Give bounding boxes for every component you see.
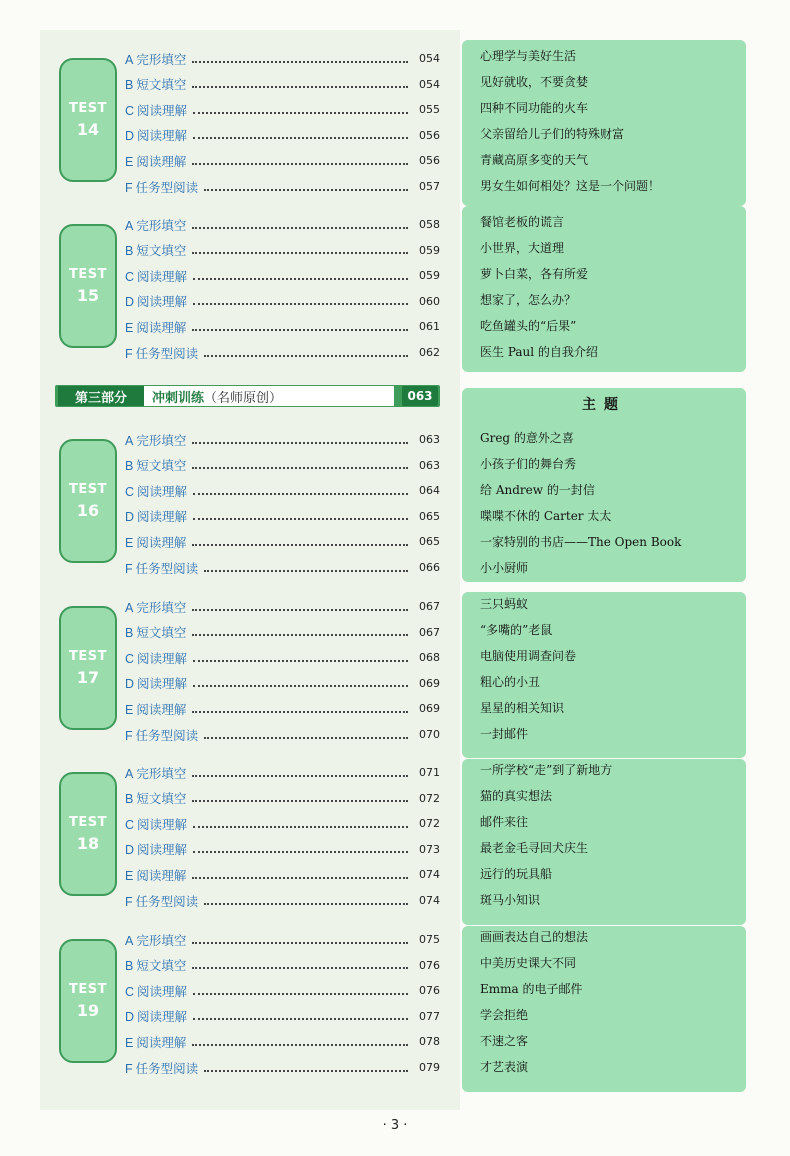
toc-row[interactable] [125,862,440,887]
toc-row[interactable] [125,314,440,339]
dot-leader [193,512,408,520]
dot-leader [192,157,408,165]
test-tab-label: TEST [69,982,107,997]
dot-leader [192,323,408,331]
test-tab-label: TEST [69,482,107,497]
toc-row-label [125,674,187,692]
topic-item: 小孩子们的舞台秀 [480,457,577,471]
toc-row-label [125,1059,198,1077]
toc-row-label [125,50,186,68]
toc-row-label [125,75,186,93]
toc-row[interactable] [125,340,440,365]
toc-row[interactable] [125,620,440,645]
toc-row-name: 完形填空 [136,765,187,781]
topic-item: 四种不同功能的火车 [480,101,589,115]
test-tab-label: TEST [69,815,107,830]
topic-item: 电脑使用调查问卷 [480,649,577,663]
toc-row[interactable] [125,1029,440,1054]
toc-row-page: 062 [419,346,440,359]
dot-leader [192,1038,408,1046]
toc-row-label [125,892,198,910]
topic-item: 青藏高原多变的天气 [480,153,589,167]
topic-item: 粗心的小丑 [480,675,541,689]
page-number: · 3 · [382,1118,408,1133]
topic-item: 猫的真实想法 [480,789,553,803]
toc-row-name: 任务型阅读 [135,560,199,576]
test-tab-label: TEST [69,101,107,116]
toc-row-name: 短文填空 [136,958,187,974]
toc-row-letter: E [125,702,134,717]
test-tab-label: TEST [69,267,107,282]
dot-leader [192,538,408,546]
toc-row-label [125,789,186,807]
toc-row-page: 055 [419,103,440,117]
toc-row-label [125,1033,186,1051]
toc-row-page: 067 [419,625,440,639]
toc-row-name: 短文填空 [136,625,187,641]
dot-leader [192,436,408,444]
dot-leader [192,961,408,969]
toc-row-name: 完形填空 [136,932,187,948]
topic-item: 父亲留给儿子们的特殊财富 [480,127,625,141]
toc-row-name: 完形填空 [136,599,187,615]
toc-row-name: 阅读理解 [137,676,188,692]
topic-item: Emma 的电子邮件 [480,982,583,996]
toc-row-name: 阅读理解 [137,650,188,666]
topic-item: 医生 Paul 的自我介绍 [480,345,598,359]
toc-row-page: 064 [419,484,440,498]
dot-leader [192,871,408,879]
toc-row-name: 阅读理解 [137,294,188,310]
toc-row[interactable] [125,46,440,71]
dot-leader [192,705,408,713]
part-page-number: 063 [402,386,438,406]
toc-row-page: 054 [419,77,440,91]
dot-leader [193,1012,408,1020]
toc-row-label [125,456,186,474]
toc-row-letter: F [125,728,133,743]
test-tab-15[interactable] [59,224,117,348]
dot-leader [192,80,408,88]
toc-row-page: 054 [419,52,440,65]
toc-row-page: 079 [419,1061,440,1074]
toc-row[interactable] [125,645,440,670]
dot-leader [193,297,408,305]
toc-row-page: 074 [419,868,440,882]
toc-row-page: 057 [419,180,440,193]
dot-leader [193,845,408,853]
toc-row[interactable] [125,671,440,696]
topic-item: 想家了，怎么办？ [480,293,577,307]
dot-leader [204,897,408,905]
toc-row-page: 065 [419,535,440,549]
toc-row-letter: D [125,129,135,144]
toc-row-label [125,533,186,551]
toc-row[interactable] [125,760,440,785]
toc-row[interactable] [125,238,440,263]
topic-item: 斑马小知识 [480,893,541,907]
toc-row[interactable] [125,427,440,452]
part-subtitle [144,386,394,406]
part-subtitle-text: 冲刺训练 [152,390,205,406]
toc-row-page: 073 [419,842,440,856]
toc-row[interactable] [125,212,440,237]
test-tab-number: 19 [76,1001,100,1020]
toc-row-name: 阅读理解 [137,1009,188,1025]
topic-item: 给 Andrew 的一封信 [480,483,595,497]
toc-row-name: 完形填空 [136,217,187,233]
toc-row-page: 060 [419,294,440,308]
toc-row-letter: A [125,218,134,233]
toc-row-page: 071 [419,766,440,779]
toc-row-letter: A [125,933,134,948]
toc-row-letter: A [125,52,134,67]
test-tab-number: 17 [76,668,100,687]
toc-row-letter: D [125,510,135,525]
topic-item: 喋喋不休的 Carter 太太 [480,509,612,523]
toc-row-name: 阅读理解 [137,983,188,999]
dot-leader [204,1064,408,1072]
toc-row-letter: E [125,535,134,550]
toc-row-letter: C [125,269,135,284]
toc-row-letter: B [125,244,134,259]
toc-row-page: 065 [419,509,440,523]
toc-row-name: 阅读理解 [136,534,187,550]
dot-leader [204,349,408,357]
test-tab-14[interactable] [59,58,117,182]
toc-row-letter: F [125,346,133,361]
toc-row-name: 短文填空 [136,77,187,93]
topic-item: “多嘴的”老鼠 [480,623,553,637]
toc-row-label [125,931,186,949]
toc-row-name: 完形填空 [136,432,187,448]
toc-row-name: 任务型阅读 [135,1060,199,1076]
toc-row-label [125,982,187,1000]
dot-leader [193,272,408,280]
toc-row-letter: C [125,484,135,499]
toc-row-name: 任务型阅读 [135,345,199,361]
toc-row-letter: C [125,984,135,999]
toc-row-page: 058 [419,218,440,231]
topic-item: 三只蚂蚁 [480,597,529,611]
toc-row[interactable] [125,72,440,97]
toc-row-page: 077 [419,1009,440,1023]
toc-row-letter: B [125,626,134,641]
toc-row[interactable] [125,953,440,978]
toc-row-letter: F [125,561,133,576]
toc-row[interactable] [125,811,440,836]
toc-row-letter: A [125,600,134,615]
dot-leader [204,731,408,739]
toc-row-page: 059 [419,243,440,257]
topic-item: 一家特别的书店——The Open Book [480,535,682,549]
toc-row-label [125,700,186,718]
toc-row-page: 076 [419,958,440,972]
toc-row-page: 075 [419,933,440,946]
toc-row-letter: B [125,459,134,474]
test-tab-number: 16 [76,501,100,520]
toc-row-name: 完形填空 [136,51,187,67]
topic-item: 才艺表演 [480,1060,529,1074]
topic-item: 吃鱼罐头的“后果” [480,319,577,333]
topic-item: 餐馆老板的谎言 [480,215,565,229]
toc-row[interactable] [125,97,440,122]
toc-row-page: 068 [419,651,440,665]
toc-row-name: 任务型阅读 [135,727,199,743]
toc-row-name: 阅读理解 [137,509,188,525]
toc-row[interactable] [125,594,440,619]
toc-row[interactable] [125,1004,440,1029]
toc-row-letter: A [125,766,134,781]
dot-leader [192,936,408,944]
dot-leader [192,603,408,611]
toc-row[interactable] [125,978,440,1003]
toc-row-page: 072 [419,817,440,831]
topic-item: 星星的相关知识 [480,701,565,715]
toc-row[interactable] [125,174,440,199]
dot-leader [192,794,408,802]
dot-leader [193,654,408,662]
dot-leader [192,55,408,63]
toc-row[interactable] [125,529,440,554]
toc-row-label [125,815,187,833]
toc-row-name: 阅读理解 [136,1034,187,1050]
toc-row-name: 阅读理解 [137,483,188,499]
toc-row-label [125,956,186,974]
toc-row-name: 阅读理解 [137,842,188,858]
toc-row-letter: D [125,843,135,858]
dot-leader [192,246,408,254]
toc-row[interactable] [125,504,440,529]
dot-leader [192,461,408,469]
toc-row-page: 069 [419,702,440,716]
toc-row-label [125,241,186,259]
toc-row-letter: F [125,180,133,195]
part-subtitle-note: （名师原创） [204,390,283,406]
toc-row-name: 任务型阅读 [135,179,199,195]
dot-leader [204,183,408,191]
test-tab-17[interactable] [59,606,117,730]
toc-row-letter: F [125,1061,133,1076]
toc-row[interactable] [125,555,440,580]
toc-row-label [125,344,198,362]
toc-row[interactable] [125,1055,440,1080]
dot-leader [193,679,408,687]
toc-row-label [125,318,186,336]
toc-row-page: 056 [419,128,440,142]
toc-row[interactable] [125,888,440,913]
topic-item: 最老金毛寻回犬庆生 [480,841,589,855]
dot-leader [193,987,408,995]
toc-row-name: 阅读理解 [137,816,188,832]
toc-row-label [125,649,187,667]
toc-row[interactable] [125,696,440,721]
topic-item: 远行的玩具船 [480,867,553,881]
toc-row-letter: E [125,1035,134,1050]
toc-row-name: 短文填空 [136,243,187,259]
toc-row-letter: B [125,959,134,974]
topic-item: 见好就收，不要贪婪 [480,75,589,89]
toc-row-name: 短文填空 [136,791,187,807]
toc-row-label [125,559,198,577]
toc-row[interactable] [125,927,440,952]
toc-row-page: 063 [419,433,440,446]
toc-row[interactable] [125,786,440,811]
topics-header: 主题 [582,397,626,413]
topic-item: 学会拒绝 [480,1008,529,1022]
test-tab-16[interactable] [59,439,117,563]
toc-row-label [125,866,186,884]
dot-leader [192,628,408,636]
toc-row-letter: E [125,154,134,169]
test-tab-number: 14 [76,120,100,139]
toc-row-name: 阅读理解 [137,102,188,118]
toc-row-letter: D [125,1010,135,1025]
toc-row-page: 076 [419,984,440,998]
toc-row-page: 078 [419,1035,440,1049]
topic-item: 画画表达自己的想法 [480,930,589,944]
dot-leader [192,769,408,777]
toc-row-letter: D [125,295,135,310]
toc-row-name: 阅读理解 [136,319,187,335]
test-tab-18[interactable] [59,772,117,896]
toc-row-page: 063 [419,458,440,472]
toc-row-name: 短文填空 [136,458,187,474]
test-tab-label: TEST [69,649,107,664]
toc-row-label [125,840,187,858]
test-tab-number: 15 [76,286,100,305]
toc-row-label [125,507,187,525]
topic-item: 一所学校“走”到了新地方 [480,763,613,777]
topic-item: 邮件来往 [480,815,529,829]
toc-row-label [125,152,186,170]
dot-leader [192,221,408,229]
topic-item: 心理学与美好生活 [480,49,577,63]
toc-row-letter: F [125,894,133,909]
toc-row-letter: E [125,320,134,335]
toc-row-letter: B [125,792,134,807]
toc-row-label [125,623,186,641]
toc-row-name: 阅读理解 [136,153,187,169]
test-tab-19[interactable] [59,939,117,1063]
dot-leader [193,106,408,114]
toc-row-letter: C [125,103,135,118]
topic-item: 小世界，大道理 [480,241,565,255]
toc-row[interactable] [125,263,440,288]
toc-row-letter: A [125,433,134,448]
toc-row-label [125,482,187,500]
toc-row-page: 074 [419,894,440,907]
topic-item: 小小厨师 [480,561,529,575]
toc-row-label [125,764,186,782]
toc-row-label [125,431,186,449]
dot-leader [193,131,408,139]
toc-row[interactable] [125,478,440,503]
toc-row-letter: D [125,677,135,692]
toc-row-label [125,726,198,744]
topic-item: 一封邮件 [480,727,529,741]
toc-row[interactable] [125,289,440,314]
toc-row-letter: C [125,817,135,832]
toc-row-label [125,101,187,119]
toc-row-name: 阅读理解 [137,268,188,284]
toc-row-label [125,292,187,310]
toc-row[interactable] [125,148,440,173]
toc-row-page: 061 [419,320,440,334]
dot-leader [193,820,408,828]
toc-row-letter: C [125,651,135,666]
topic-item: 中美历史课大不同 [480,956,577,970]
toc-row-name: 任务型阅读 [135,893,199,909]
toc-row-name: 阅读理解 [136,867,187,883]
topic-item: Greg 的意外之喜 [480,431,574,445]
toc-row-label [125,598,186,616]
toc-row-page: 070 [419,728,440,741]
toc-row-page: 072 [419,791,440,805]
toc-row-page: 059 [419,269,440,283]
toc-row[interactable] [125,123,440,148]
toc-row-label [125,267,187,285]
topic-item: 男女生如何相处？这是一个问题！ [480,179,661,193]
dot-leader [193,487,408,495]
toc-row[interactable] [125,722,440,747]
toc-row-page: 069 [419,676,440,690]
test-tab-number: 18 [76,834,100,853]
toc-row[interactable] [125,837,440,862]
toc-row-label [125,1007,187,1025]
toc-row-page: 056 [419,154,440,168]
toc-row-page: 066 [419,561,440,574]
toc-row-letter: B [125,78,134,93]
toc-row-label [125,216,186,234]
toc-row-label [125,178,198,196]
topic-item: 不速之客 [480,1034,529,1048]
dot-leader [204,564,408,572]
toc-row-letter: E [125,868,134,883]
toc-row-name: 阅读理解 [136,701,187,717]
toc-row-label [125,126,187,144]
toc-row-page: 067 [419,600,440,613]
toc-row-name: 阅读理解 [137,128,188,144]
topic-item: 萝卜白菜，各有所爱 [480,267,589,281]
part-title: 第三部分 [58,386,144,406]
toc-row[interactable] [125,453,440,478]
